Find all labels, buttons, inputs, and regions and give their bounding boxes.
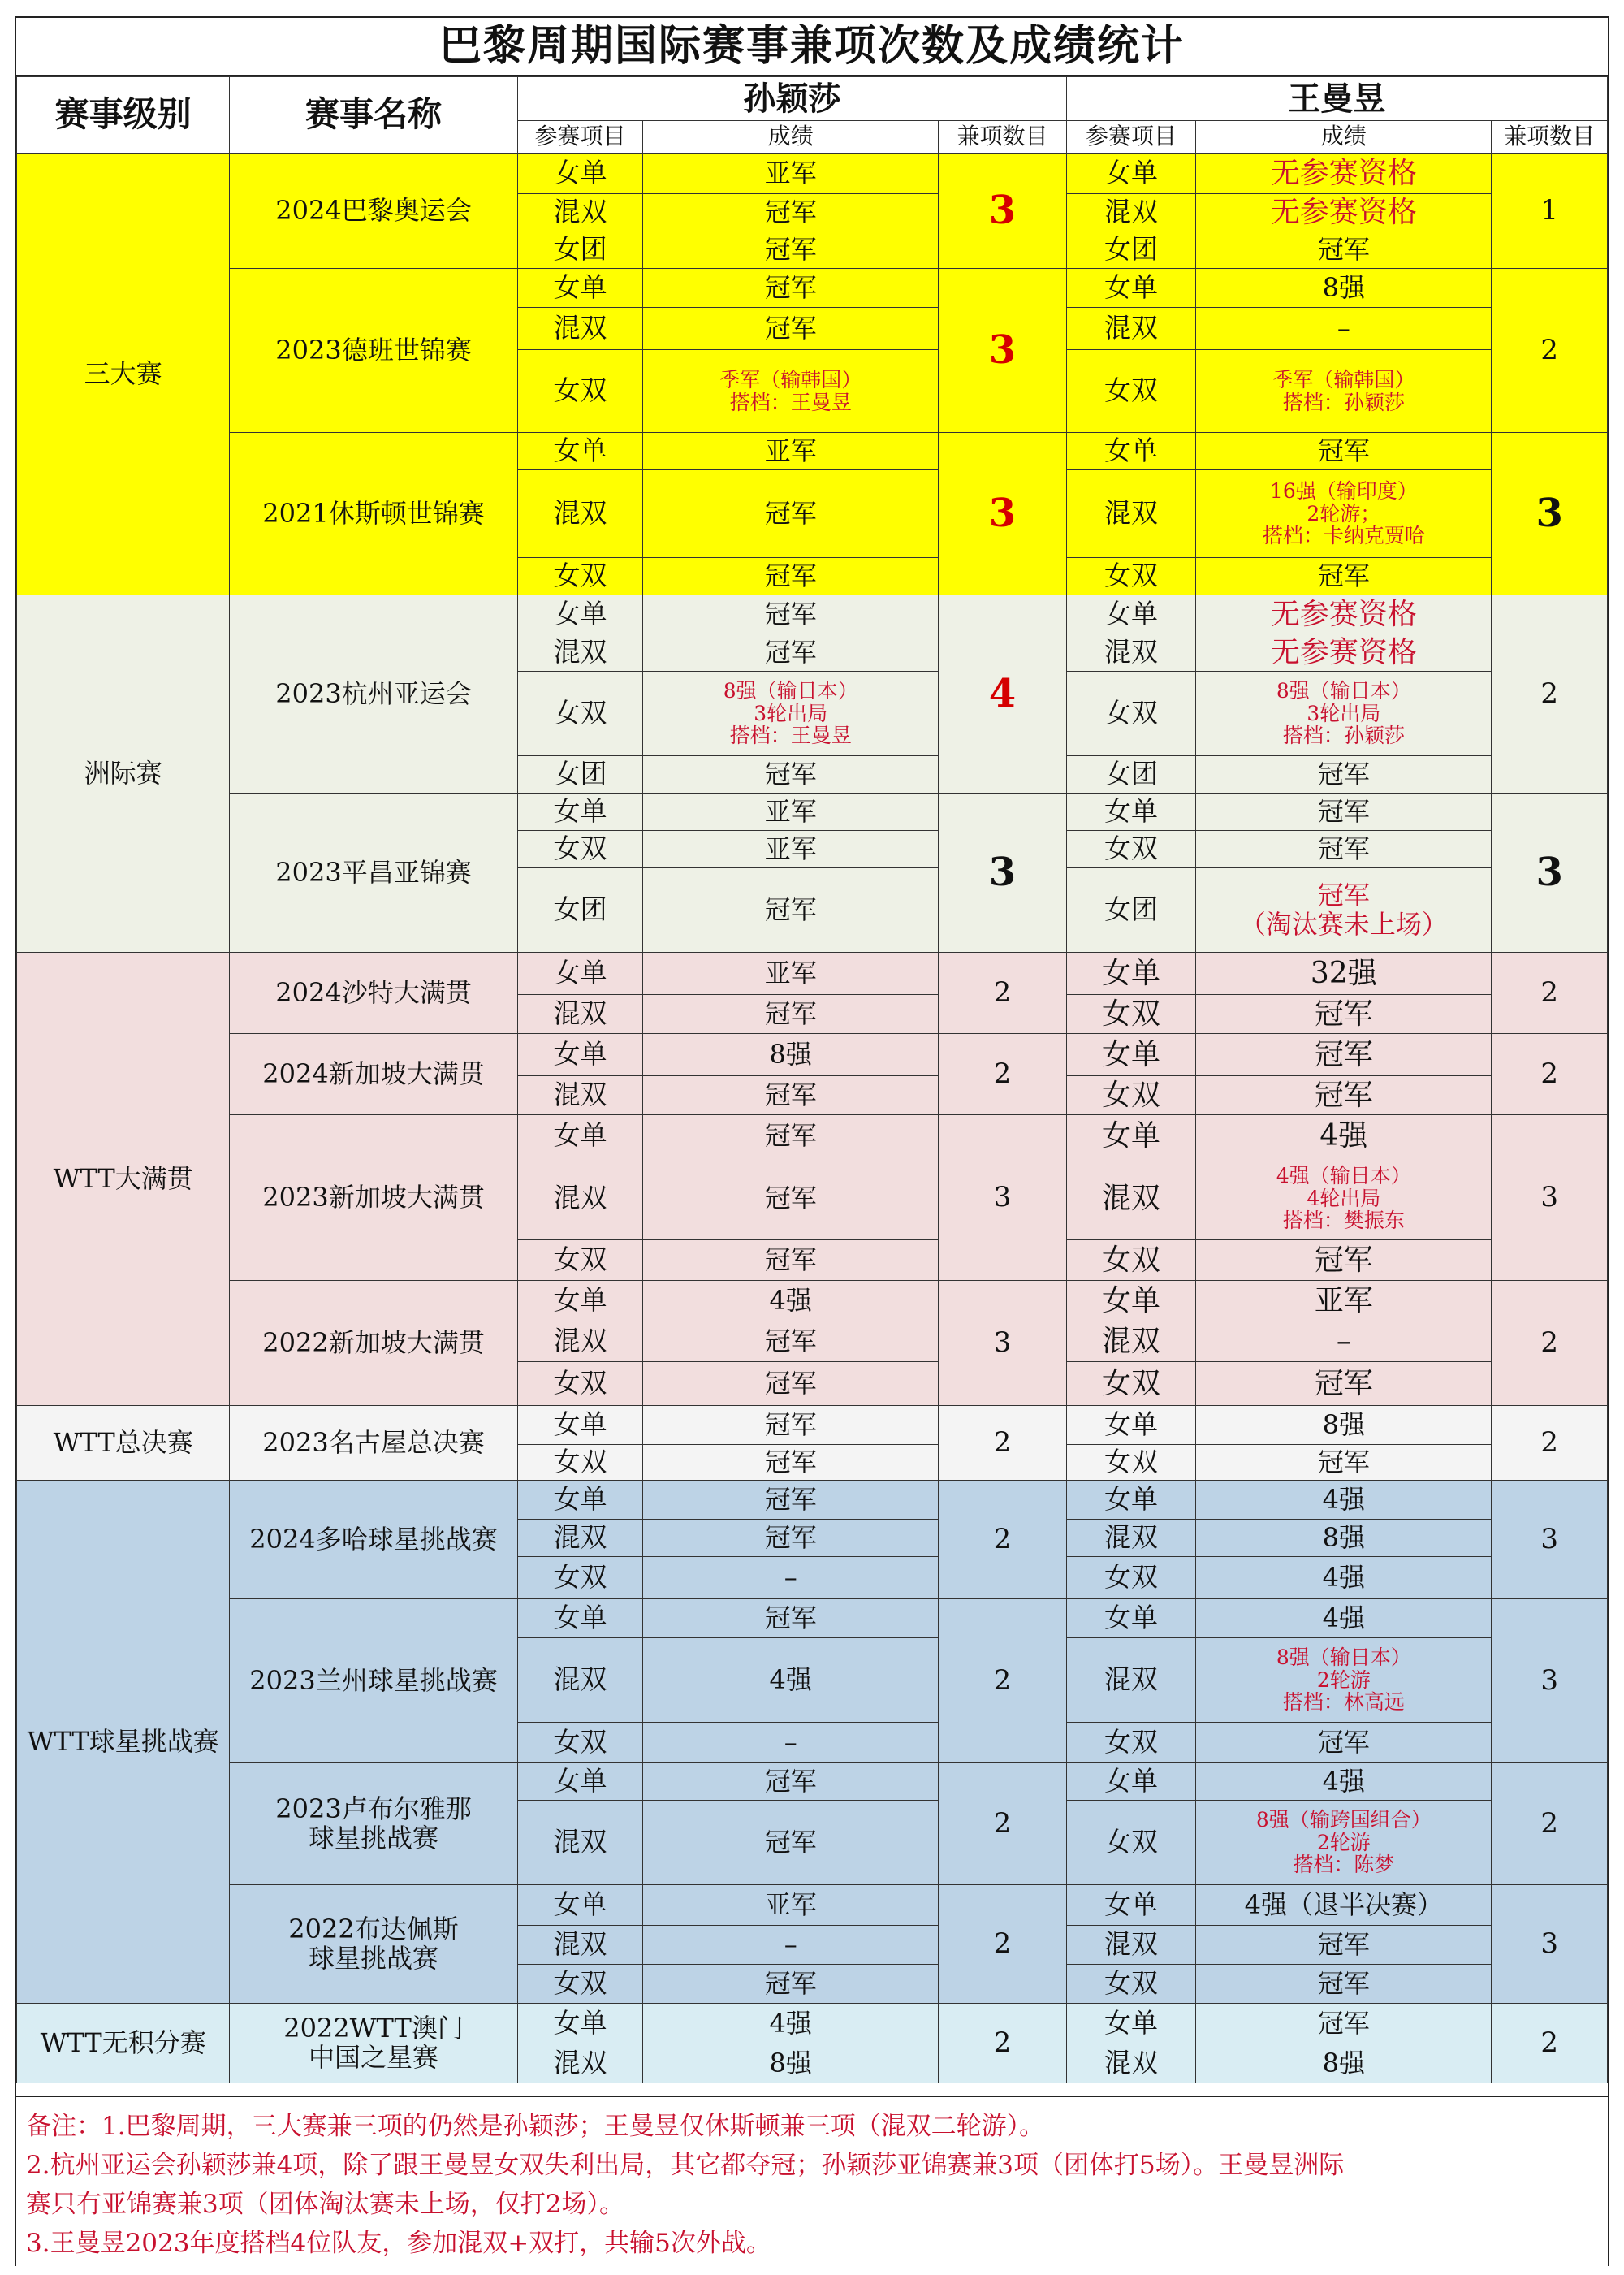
sun-result: 8强（输日本） 3轮出局 搭档：王曼昱 [643,672,939,756]
wang-result: 冠军 [1196,995,1492,1034]
sun-count: 2 [939,1481,1067,1599]
wang-item: 混双 [1066,2044,1196,2083]
wang-result: 冠军 [1196,1034,1492,1076]
wang-item: 女单 [1066,1885,1196,1926]
sun-result: 冠军 [643,1481,939,1520]
sun-count: 3 [939,154,1067,269]
sun-count: 3 [939,794,1067,953]
wang-count: 2 [1492,595,1608,794]
table-row [17,154,1608,194]
wang-item: 女单 [1066,1599,1196,1638]
wang-result: 4强 [1196,1115,1492,1157]
page-title: 巴黎周期国际赛事兼项次数及成绩统计 [16,18,1608,76]
wang-item: 女单 [1066,1034,1196,1076]
wang-item: 女双 [1066,1240,1196,1281]
wang-item: 女单 [1066,1115,1196,1157]
sun-result: 亚军 [643,154,939,194]
wang-result: 8强 [1196,269,1492,308]
sun-item: 混双 [517,1157,643,1240]
sun-count: 2 [939,1599,1067,1763]
sun-item: 混双 [517,1520,643,1557]
stats-sheet [15,16,1609,2266]
sun-item: 女双 [517,672,643,756]
sun-result: 冠军 [643,595,939,634]
sun-item: 女单 [517,794,643,831]
sun-item: 混双 [517,634,643,672]
sun-item: 女单 [517,1481,643,1520]
table-row [17,1115,1608,1157]
sun-item: 混双 [517,1926,643,1965]
wang-item: 女双 [1066,350,1196,433]
note-line: 2.杭州亚运会孙颖莎兼4项，除了跟王曼昱女双失利出局，其它都夺冠；孙颖莎亚锦赛兼3项（团体打5场）。王曼昱洲际 [26,2151,1345,2180]
sun-result: – [643,1723,939,1763]
sun-item: 女单 [517,269,643,308]
sun-item: 混双 [517,1076,643,1115]
sun-count: 3 [939,269,1067,433]
sun-result: 4强 [643,1638,939,1723]
event-name: 2022WTT澳门 中国之星赛 [230,2004,517,2083]
wang-count: 2 [1492,1763,1608,1885]
event-name: 2023新加坡大满贯 [230,1115,517,1281]
wang-result: 4强 [1196,1557,1492,1599]
sun-result: 8强 [643,2044,939,2083]
sun-item: 混双 [517,2044,643,2083]
sun-count: 2 [939,1763,1067,1885]
sun-item: 女单 [517,1115,643,1157]
wang-item: 女双 [1066,1723,1196,1763]
wang-count: 3 [1492,794,1608,953]
sun-result: 亚军 [643,831,939,868]
event-name: 2021休斯顿世锦赛 [230,433,517,595]
sun-item: 女单 [517,953,643,995]
sun-item: 混双 [517,308,643,350]
sun-count: 4 [939,595,1067,794]
wang-result: 无参赛资格 [1196,154,1492,194]
event-level: 洲际赛 [17,595,230,953]
header-wang-item: 参赛项目 [1066,121,1196,154]
wang-result: 8强 [1196,1520,1492,1557]
sun-item: 混双 [517,470,643,558]
header-level: 赛事级别 [17,77,230,154]
sun-result: 冠军 [643,1801,939,1885]
sun-item: 女单 [517,1406,643,1445]
sun-item: 女单 [517,1281,643,1321]
wang-item: 女单 [1066,953,1196,995]
wang-result: 8强（输跨国组合） 2轮游 搭档：陈梦 [1196,1801,1492,1885]
wang-result: 冠军 [1196,558,1492,595]
table-row [17,595,1608,634]
wang-result: 冠军 [1196,1362,1492,1406]
wang-result: 冠军 [1196,1445,1492,1481]
wang-result: 冠军 [1196,1965,1492,2004]
sun-item: 女双 [517,1723,643,1763]
wang-item: 女单 [1066,1481,1196,1520]
event-name: 2022布达佩斯 球星挑战赛 [230,1885,517,2004]
wang-result: 8强 [1196,2044,1492,2083]
note-line: 赛只有亚锦赛兼3项（团体淘汰赛未上场，仅打2场）。 [26,2190,624,2219]
header-sun-item: 参赛项目 [517,121,643,154]
note-line: 3.王曼昱2023年度搭档4位队友，参加混双+双打，共输5次外战。 [26,2229,771,2258]
wang-item: 女双 [1066,1362,1196,1406]
sun-item: 女团 [517,756,643,794]
sun-result: 冠军 [643,1115,939,1157]
note-line: 备注：1.巴黎周期，三大赛兼三项的仍然是孙颖莎；王曼昱仅休斯顿兼三项（混双二轮游）。 [26,2112,1045,2141]
table-row [17,953,1608,995]
sun-item: 女单 [517,154,643,194]
table-row [17,1281,1608,1321]
sun-item: 混双 [517,1321,643,1362]
wang-result: 冠军 [1196,756,1492,794]
sun-item: 女双 [517,1362,643,1406]
wang-item: 女团 [1066,868,1196,953]
event-name: 2023名古屋总决赛 [230,1406,517,1481]
sun-result: 亚军 [643,1885,939,1926]
table-row [17,1599,1608,1638]
wang-item: 女单 [1066,154,1196,194]
sun-item: 女团 [517,231,643,269]
stats-table [16,76,1608,2083]
sun-item: 女单 [517,1599,643,1638]
wang-item: 混双 [1066,470,1196,558]
sun-count: 3 [939,1115,1067,1281]
sun-item: 女双 [517,1445,643,1481]
sun-result: 8强 [643,1034,939,1076]
event-name: 2023杭州亚运会 [230,595,517,794]
sun-result: – [643,1926,939,1965]
sun-result: 亚军 [643,953,939,995]
wang-item: 女单 [1066,269,1196,308]
sun-result: 冠军 [643,1599,939,1638]
wang-item: 女单 [1066,433,1196,470]
sun-item: 女单 [517,595,643,634]
sun-result: 冠军 [643,308,939,350]
wang-item: 女团 [1066,756,1196,794]
table-row [17,269,1608,308]
sun-item: 混双 [517,1801,643,1885]
wang-item: 混双 [1066,194,1196,231]
sun-result: 冠军 [643,470,939,558]
sun-result: 冠军 [643,1321,939,1362]
wang-item: 女双 [1066,1965,1196,2004]
sun-item: 女单 [517,2004,643,2044]
event-name: 2023兰州球星挑战赛 [230,1599,517,1763]
wang-result: 4强（输日本） 4轮出局 搭档：樊振东 [1196,1157,1492,1240]
event-level: WTT无积分赛 [17,2004,230,2083]
sun-result: 季军（输韩国） 搭档：王曼昱 [643,350,939,433]
sun-count: 3 [939,433,1067,595]
event-level: 三大赛 [17,154,230,595]
wang-count: 2 [1492,1034,1608,1115]
sun-item: 混双 [517,995,643,1034]
table-row [17,1885,1608,1926]
sun-count: 3 [939,1281,1067,1406]
wang-result: 4强 [1196,1481,1492,1520]
wang-item: 女单 [1066,595,1196,634]
sun-item: 女单 [517,1034,643,1076]
wang-item: 女单 [1066,1281,1196,1321]
table-row [17,1763,1608,1801]
sun-count: 2 [939,1406,1067,1481]
wang-item: 女单 [1066,1763,1196,1801]
header-player-wang: 王曼昱 [1066,77,1607,121]
sun-result: 冠军 [643,1763,939,1801]
table-row [17,1406,1608,1445]
wang-item: 女双 [1066,1557,1196,1599]
table-row [17,2004,1608,2044]
event-name: 2024新加坡大满贯 [230,1034,517,1115]
wang-item: 女单 [1066,2004,1196,2044]
wang-count: 2 [1492,269,1608,433]
wang-result: 冠军 [1196,1240,1492,1281]
sun-item: 女双 [517,558,643,595]
event-level: WTT大满贯 [17,953,230,1406]
sun-result: 冠军 [643,1445,939,1481]
wang-item: 女单 [1066,794,1196,831]
event-name: 2024巴黎奥运会 [230,154,517,269]
sun-result: 冠军 [643,231,939,269]
wang-count: 3 [1492,1599,1608,1763]
wang-result: 8强（输日本） 2轮游 搭档：林高远 [1196,1638,1492,1723]
wang-result: 冠军 [1196,433,1492,470]
sun-result: 亚军 [643,433,939,470]
sun-result: 冠军 [643,1240,939,1281]
wang-result: 冠军 [1196,794,1492,831]
table-row [17,794,1608,831]
wang-result: 8强（输日本） 3轮出局 搭档：孙颖莎 [1196,672,1492,756]
event-name: 2024多哈球星挑战赛 [230,1481,517,1599]
sun-count: 2 [939,2004,1067,2083]
wang-result: 亚军 [1196,1281,1492,1321]
sun-item: 女单 [517,1885,643,1926]
sun-result: 冠军 [643,995,939,1034]
wang-count: 2 [1492,2004,1608,2083]
sun-item: 女双 [517,831,643,868]
sun-item: 女单 [517,1763,643,1801]
wang-result: 无参赛资格 [1196,634,1492,672]
wang-item: 女双 [1066,831,1196,868]
wang-item: 女团 [1066,231,1196,269]
wang-count: 2 [1492,1281,1608,1406]
sun-item: 女团 [517,868,643,953]
sun-count: 2 [939,1034,1067,1115]
wang-item: 女双 [1066,672,1196,756]
sun-result: 冠军 [643,1965,939,2004]
wang-result: 冠军 [1196,2004,1492,2044]
wang-item: 混双 [1066,1520,1196,1557]
wang-item: 混双 [1066,1638,1196,1723]
table-row [17,433,1608,470]
header-wang-result: 成绩 [1196,121,1492,154]
wang-item: 女单 [1066,1406,1196,1445]
sun-result: 冠军 [643,1362,939,1406]
wang-item: 女双 [1066,1076,1196,1115]
sun-result: 冠军 [643,558,939,595]
sun-result: 冠军 [643,756,939,794]
sun-result: 冠军 [643,194,939,231]
wang-item: 女双 [1066,995,1196,1034]
sun-item: 混双 [517,1638,643,1723]
sun-result: 冠军 [643,868,939,953]
wang-count: 1 [1492,154,1608,269]
wang-result: 4强 [1196,1763,1492,1801]
sun-result: – [643,1557,939,1599]
sun-item: 女单 [517,433,643,470]
header-wang-count: 兼项数目 [1492,121,1608,154]
sun-count: 2 [939,953,1067,1034]
sun-count: 2 [939,1885,1067,2004]
sun-item: 女双 [517,1240,643,1281]
table-row [17,1034,1608,1076]
sun-result: 冠军 [643,269,939,308]
sun-result: 冠军 [643,1157,939,1240]
header-sun-count: 兼项数目 [939,121,1067,154]
wang-result: 4强 [1196,1599,1492,1638]
event-level: WTT总决赛 [17,1406,230,1481]
sun-result: 4强 [643,2004,939,2044]
header-event: 赛事名称 [230,77,517,154]
wang-count: 3 [1492,1885,1608,2004]
wang-result: 冠军 [1196,231,1492,269]
wang-count: 2 [1492,953,1608,1034]
wang-result: 无参赛资格 [1196,595,1492,634]
header-sun-result: 成绩 [643,121,939,154]
sun-item: 混双 [517,194,643,231]
event-name: 2024沙特大满贯 [230,953,517,1034]
sun-result: 冠军 [643,1076,939,1115]
wang-count: 3 [1492,1481,1608,1599]
wang-item: 混双 [1066,1321,1196,1362]
notes-section [16,2096,1608,2266]
wang-count: 2 [1492,1406,1608,1481]
header-player-sun: 孙颖莎 [517,77,1066,121]
sun-result: 冠军 [643,1520,939,1557]
wang-item: 女双 [1066,558,1196,595]
event-name: 2023德班世锦赛 [230,269,517,433]
sun-item: 女双 [517,350,643,433]
wang-count: 3 [1492,1115,1608,1281]
wang-item: 女双 [1066,1445,1196,1481]
wang-result: 32强 [1196,953,1492,995]
wang-result: 4强（退半决赛） [1196,1885,1492,1926]
sun-result: 4强 [643,1281,939,1321]
wang-item: 混双 [1066,1926,1196,1965]
event-name: 2023卢布尔雅那 球星挑战赛 [230,1763,517,1885]
wang-result: 冠军 [1196,831,1492,868]
wang-result: – [1196,308,1492,350]
wang-result: 无参赛资格 [1196,194,1492,231]
sun-result: 亚军 [643,794,939,831]
sun-item: 女双 [517,1965,643,2004]
wang-result: 季军（输韩国） 搭档：孙颖莎 [1196,350,1492,433]
table-row [17,1481,1608,1520]
sun-result: 冠军 [643,1406,939,1445]
wang-result: – [1196,1321,1492,1362]
sun-item: 女双 [517,1557,643,1599]
event-name: 2023平昌亚锦赛 [230,794,517,953]
wang-result: 8强 [1196,1406,1492,1445]
event-name: 2022新加坡大满贯 [230,1281,517,1406]
wang-result: 冠军 [1196,1076,1492,1115]
wang-result: 冠军 [1196,1723,1492,1763]
sun-result: 冠军 [643,634,939,672]
wang-item: 混双 [1066,1157,1196,1240]
wang-item: 混双 [1066,634,1196,672]
wang-item: 女双 [1066,1801,1196,1885]
event-level: WTT球星挑战赛 [17,1481,230,2004]
wang-result: 冠军 [1196,1926,1492,1965]
wang-item: 混双 [1066,308,1196,350]
wang-count: 3 [1492,433,1608,595]
wang-result: 冠军 （淘汰赛未上场） [1196,868,1492,953]
wang-result: 16强（输印度） 2轮游； 搭档：卡纳克贾哈 [1196,470,1492,558]
